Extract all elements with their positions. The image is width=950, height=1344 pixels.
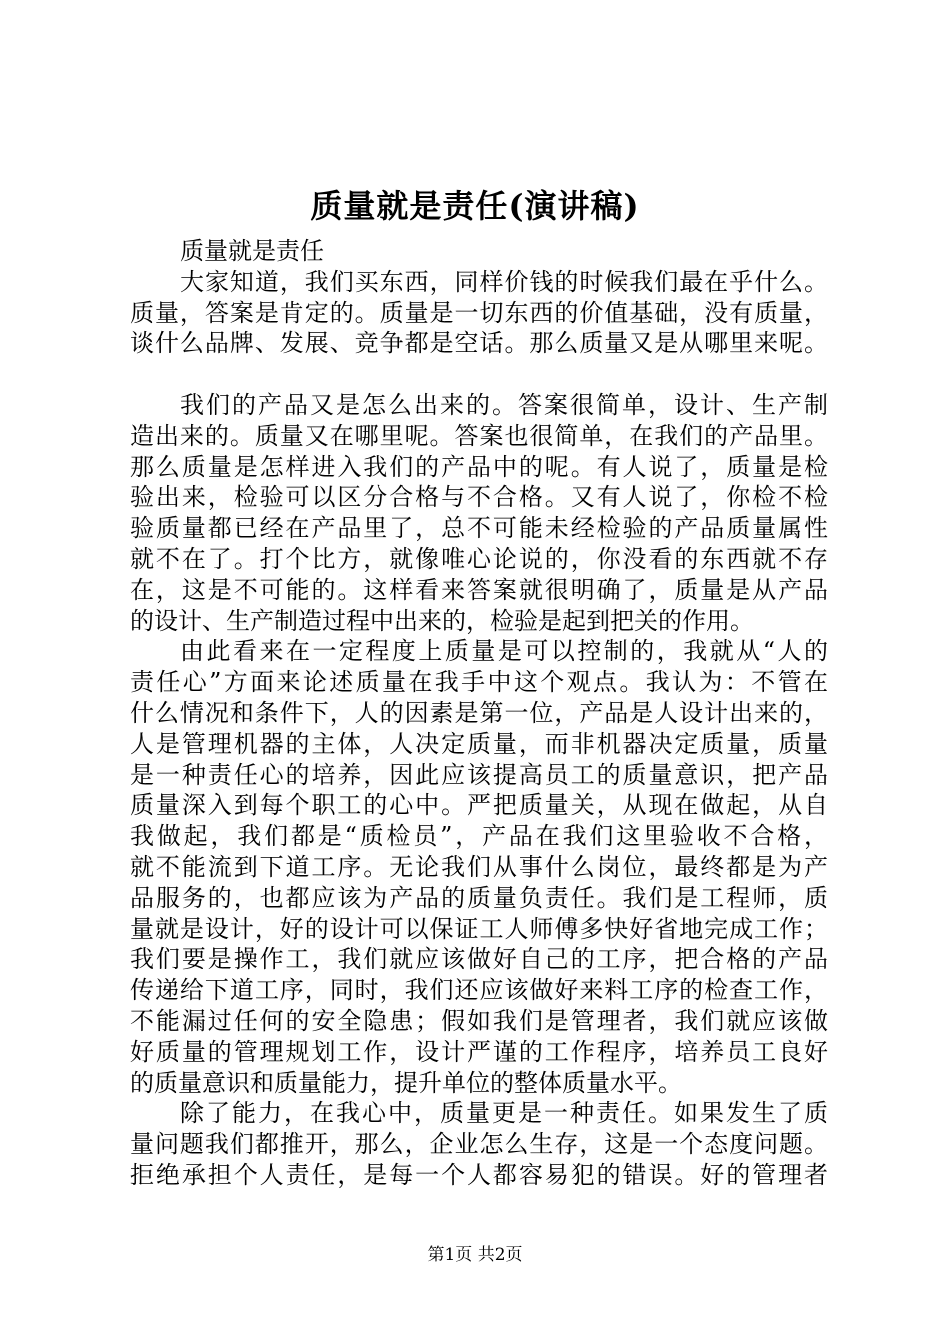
paragraph-line: 品服务的，也都应该为产品的质量负责任。我们是工程师，质 xyxy=(130,883,828,912)
paragraph-line: 不能漏过任何的安全隐患；假如我们是管理者，我们就应该做 xyxy=(130,1006,828,1035)
paragraph-line: 拒绝承担个人责任，是每一个人都容易犯的错误。好的管理者 xyxy=(130,1160,828,1189)
paragraph-line: 好质量的管理规划工作，设计严谨的工作程序，培养员工良好 xyxy=(130,1037,828,1066)
paragraph-line: 验出来，检验可以区分合格与不合格。又有人说了，你检不检 xyxy=(130,483,828,512)
paragraph-line: 就不在了。打个比方，就像唯心论说的，你没看的东西就不存 xyxy=(130,544,828,573)
paragraph-line: 传递给下道工序，同时，我们还应该做好来料工序的检查工作， xyxy=(130,976,828,1005)
document-body xyxy=(130,236,828,1191)
paragraph-line: 我们的产品又是怎么出来的。答案很简单，设计、生产制 xyxy=(180,390,828,419)
paragraph-line: 在，这是不可能的。这样看来答案就很明确了，质量是从产品 xyxy=(130,575,828,604)
paragraph-line: 质量，答案是肯定的。质量是一切东西的价值基础，没有质量， xyxy=(130,298,828,327)
paragraph-line: 量问题我们都推开，那么，企业怎么生存，这是一个态度问题。 xyxy=(130,1130,828,1159)
paragraph-line: 除了能力，在我心中，质量更是一种责任。如果发生了质 xyxy=(180,1099,828,1128)
subtitle-line: 质量就是责任 xyxy=(180,237,324,265)
paragraph-line: 我们要是操作工，我们就应该做好自己的工序，把合格的产品 xyxy=(130,945,828,974)
paragraph-line: 验质量都已经在产品里了，总不可能未经检验的产品质量属性 xyxy=(130,514,828,543)
paragraph-line: 量就是设计，好的设计可以保证工人师傅多快好省地完成工作； xyxy=(130,914,828,943)
paragraph-line: 就不能流到下道工序。无论我们从事什么岗位，最终都是为产 xyxy=(130,852,828,881)
paragraph-line: 我做起，我们都是“质检员”，产品在我们这里验收不合格， xyxy=(130,822,828,851)
paragraph-line: 的设计、生产制造过程中出来的，检验是起到把关的作用。 xyxy=(130,606,754,635)
paragraph-line: 人是管理机器的主体，人决定质量，而非机器决定质量，质量 xyxy=(130,729,828,758)
paragraph-line: 大家知道，我们买东西，同样价钱的时候我们最在乎什么。 xyxy=(180,267,828,296)
paragraph-line: 是一种责任心的培养，因此应该提高员工的质量意识，把产品 xyxy=(130,760,828,789)
paragraph-line: 质量深入到每个职工的心中。严把质量关，从现在做起，从自 xyxy=(130,791,828,820)
paragraph-line: 造出来的。质量又在哪里呢。答案也很简单，在我们的产品里。 xyxy=(130,421,828,450)
paragraph-line: 的质量意识和质量能力，提升单位的整体质量水平。 xyxy=(130,1068,682,1097)
paragraph-line: 责任心”方面来论述质量在我手中这个观点。我认为：不管在 xyxy=(130,668,828,697)
document-title: 质量就是责任(演讲稿) xyxy=(310,187,640,225)
paragraph-spacer xyxy=(130,359,828,390)
paragraph-line: 那么质量是怎样进入我们的产品中的呢。有人说了，质量是检 xyxy=(130,452,828,481)
paragraph-line: 由此看来在一定程度上质量是可以控制的，我就从“人的 xyxy=(180,637,828,666)
paragraph-line: 谈什么品牌、发展、竞争都是空话。那么质量又是从哪里来呢。 xyxy=(130,329,828,358)
page-footer: 第1页 共2页 xyxy=(427,1245,523,1265)
paragraph-line: 什么情况和条件下，人的因素是第一位，产品是人设计出来的， xyxy=(130,698,828,727)
